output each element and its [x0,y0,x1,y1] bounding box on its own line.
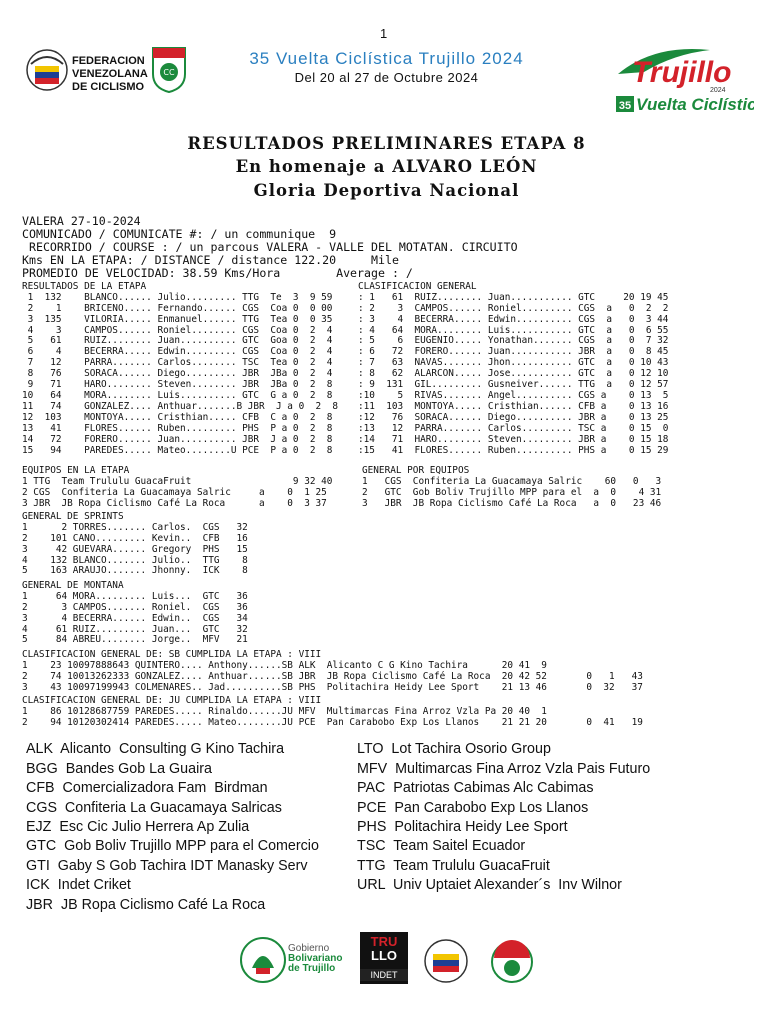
svg-text:CC: CC [163,68,175,77]
legend-item: PAC Patriotas Cabimas Alc Cabimas [357,780,594,797]
section-title: EQUIPOS EN LA ETAPA [22,464,130,476]
table-row: 3 JBR JB Ropa Ciclismo Café La Roca a 0 23 46 [362,497,662,509]
legend-item: PHS Politachira Heidy Lee Sport [357,819,568,836]
table-row: 2 101 CANO......... Kevin.. CFB 16 [22,532,248,544]
table-row: 2 74 10013262333 GONZALEZ.... Anthuar......SB JBR JB Ropa Ciclismo Café La Roca 20 42 52 0 1 43 [22,670,643,682]
table-row: : 2 3 CAMPOS...... Roniel......... CGS a 0 2 2 [358,302,669,314]
table-row: 11 74 GONZALEZ.... Anthuar.......B JBR J a 0 2 8 [22,400,339,412]
table-row: 4 132 BLANCO....... Julio.. TTG 8 [22,554,248,566]
legend-item: ICK Indet Criket [26,877,131,894]
table-row: 5 61 RUIZ........ Juan.......... GTC Goa 0 2 4 [22,335,333,347]
gobierno-trujillo-seal [238,934,288,986]
table-row: :15 41 FLORES...... Ruben.......... PHS a 0 15 29 [358,444,669,456]
table-row: : 8 62 ALARCON..... Jose........... GTC a 0 12 10 [358,368,669,380]
info-line: RECORRIDO / COURSE : / un parcous VALERA - VALLE DEL MOTATAN. CIRCUITO [22,240,518,254]
tribute-subtitle: Gloria Deportiva Nacional [253,181,520,200]
table-row: 1 2 TORRES....... Carlos. CGS 32 [22,521,248,533]
table-row: 3 JBR JB Ropa Ciclismo Café La Roca a 0 3 37 [22,497,327,509]
table-row: 2 1 BRICENO..... Fernando...... CGS Coa 0 0 00 [22,302,333,314]
table-row: 6 4 BECERRA..... Edwin......... CGS Coa 0 2 4 [22,346,333,358]
svg-text:35: 35 [618,100,632,112]
club-logo-footer [490,936,534,988]
trujillo-vuelta-logo [614,40,754,118]
table-row: 5 163 ARAUJO....... Jhonny. ICK 8 [22,565,248,577]
svg-text:2024: 2024 [710,87,726,94]
team-legend-left [26,721,319,934]
svg-text:Vuelta Ciclística: Vuelta Ciclística [636,95,754,114]
stage-results [22,271,338,467]
table-row: 3 43 10097199943 COLMENARES.. Jad..........SB PHS Politachira Heidy Lee Sport 21 13 46 0 32 37 [22,681,643,693]
table-row: 2 CGS Confiteria La Guacamaya Salric a 0 1 25 [22,486,327,498]
section-title: CLASIFICACION GENERAL [358,280,477,292]
legend-item: JBR JB Ropa Ciclismo Café La Roca [26,896,266,913]
legend-item: CGS Confiteria La Guacamaya Salricas [26,799,282,816]
table-row: 3 42 GUEVARA...... Gregory PHS 15 [22,543,248,555]
table-row: : 6 72 FORERO...... Juan........... JBR a 0 8 45 [358,346,669,358]
table-row: :12 76 SORACA...... Diego.......... JBR a 0 13 25 [358,411,669,423]
legend-item: LTO Lot Tachira Osorio Group [357,741,551,758]
section-title: CLASIFICACION GENERAL DE: SB CUMPLIDA LA ETAPA : VIII [22,648,322,660]
page-number: 1 [380,26,388,41]
team-legend-right [357,721,650,915]
table-row: : 3 4 BECERRA..... Edwin.......... CGS a 0 3 44 [358,313,669,325]
table-row: 8 76 SORACA...... Diego......... JBR JBa 0 2 4 [22,368,333,380]
table-row: 9 71 HARO........ Steven........ JBR JBa 0 2 8 [22,379,333,391]
legend-item: EJZ Esc Cic Julio Herrera Ap Zulia [26,819,250,836]
table-row: : 9 131 GIL......... Gusneiver...... TTG a 0 12 57 [358,379,669,391]
table-row: 4 61 RUIZ......... Juan... GTC 32 [22,623,248,635]
legend-item: URL Univ Uptaiet Alexander´s Inv Wilnor [357,877,622,894]
legend-item: ALK Alicanto Consulting G Kino Tachira [26,741,285,758]
table-row: : 4 64 MORA........ Luis........... GTC a 0 6 55 [358,324,669,336]
table-row: 1 132 BLANCO...... Julio......... TTG Te 3 9 59 [22,291,333,303]
table-row: 7 12 PARRA....... Carlos........ TSC Tea 0 2 4 [22,357,333,369]
legend-item: CFB Comercializadora Fam Birdman [26,780,268,797]
gobierno-trujillo-text: Gobierno Bolivariano de Trujillo [288,943,343,974]
table-row: 2 94 10120302414 PAREDES..... Mateo........JU PCE Pan Carabobo Exp Los Llanos 21 21 20 0 41 19 [22,716,643,728]
table-row: 3 4 BECERRA...... Edwin.. CGS 34 [22,612,248,624]
legend-item: TSC Team Saitel Ecuador [357,838,526,855]
info-line: PROMEDIO DE VELOCIDAD: 38.59 Kms/Hora Average : / [22,266,413,280]
table-row: : 1 61 RUIZ........ Juan........... GTC 20 19 45 [358,291,669,303]
table-row: 4 3 CAMPOS...... Roniel........ CGS Coa 0 2 4 [22,324,333,336]
table-row: 3 135 VILORIA..... Enmanuel...... TTG Tea 0 0 35 [22,313,333,325]
event-dates: Del 20 al 27 de Octubre 2024 [294,70,479,85]
table-row: 15 94 PAREDES..... Mateo........U PCE P a 0 2 8 [22,444,333,456]
table-row: 14 72 FORERO...... Juan.......... JBR J a 0 2 8 [22,433,333,445]
legend-item: MFV Multimarcas Fina Arroz Vzla Pais Futuro [357,760,651,777]
table-row: :10 5 RIVAS....... Angel.......... CGS a 0 13 5 [358,389,669,401]
section-title: GENERAL POR EQUIPOS [362,464,470,476]
table-row: :13 12 PARRA....... Carlos......... TSC a 0 15 0 [358,422,669,434]
legend-item: GTI Gaby S Gob Tachira IDT Manasky Serv [26,857,308,874]
table-row: 1 86 10128687759 PAREDES..... Rinaldo......JU MFV Multimarcas Fina Arroz Vzla Pa 20 40 1 [22,705,547,717]
table-row: 2 3 CAMPOS....... Roniel. CGS 36 [22,601,248,613]
table-row: : 7 63 NAVAS....... Jhon........... GTC a 0 10 43 [358,357,669,369]
svg-text:Trujillo: Trujillo [632,56,732,89]
info-line: VALERA 27-10-2024 [22,214,141,228]
table-row: 1 23 10097888643 QUINTERO.... Anthony......SB ALK Alicanto C G Kino Tachira 20 41 9 [22,659,547,671]
table-row: 1 CGS Confiteria La Guacamaya Salric 60 0 3 [362,475,662,487]
general-classification [358,271,668,467]
tribute-title: En homenaje a ALVARO LEÓN [235,157,538,176]
legend-item: GTC Gob Boliv Trujillo MPP para el Comercio [26,838,319,855]
table-row: 5 84 ABREU........ Jorge.. MFV 21 [22,634,248,646]
section-title: GENERAL DE SPRINTS [22,510,124,522]
table-row: 2 GTC Gob Boliv Trujillo MPP para el a 0 4 31 [362,486,662,498]
legend-item: BGG Bandes Gob La Guaira [26,760,212,777]
table-row: :14 71 HARO........ Steven......... JBR a 0 15 18 [358,433,669,445]
table-row: 12 103 MONTOYA..... Cristhian..... CFB C a 0 2 8 [22,411,333,423]
table-row: :11 103 MONTOYA..... Cristhian...... CFB a 0 13 16 [358,400,669,412]
info-line: Kms EN LA ETAPA: / DISTANCE / distance 122.20 Mile [22,253,399,267]
event-title: 35 Vuelta Ciclística Trujillo 2024 [249,49,524,68]
table-row: 1 TTG Team Trululu GuacaFruit 9 32 40 [22,475,333,487]
section-title: RESULTADOS DE LA ETAPA [22,280,147,292]
table-row: 13 41 FLORES...... Ruben......... PHS P a 0 2 8 [22,422,333,434]
info-line: COMUNICADO / COMUNICATE #: / un communique 9 [22,227,337,241]
indet-logo: TRU LLO INDET [360,932,408,984]
table-row: 1 64 MORA......... Luis... GTC 36 [22,590,248,602]
federation-logo-footer [423,936,469,986]
table-row: 10 64 MORA........ Luis.......... GTC G a 0 2 8 [22,389,333,401]
federation-name: FEDERACION VENEZOLANA DE CICLISMO [72,55,148,93]
team-general [362,455,661,520]
legend-item: PCE Pan Carabobo Exp Los Llanos [357,799,589,816]
legend-item: TTG Team Trululu GuacaFruit [357,857,550,874]
section-title: GENERAL DE MONTANA [22,579,124,591]
results-title: RESULTADOS PRELIMINARES ETAPA 8 [187,134,586,153]
section-title: CLASIFICACION GENERAL DE: JU CUMPLIDA LA ETAPA : VIII [22,694,322,706]
table-row: : 5 6 EUGENIO..... Yonathan....... CGS a 0 7 32 [358,335,669,347]
